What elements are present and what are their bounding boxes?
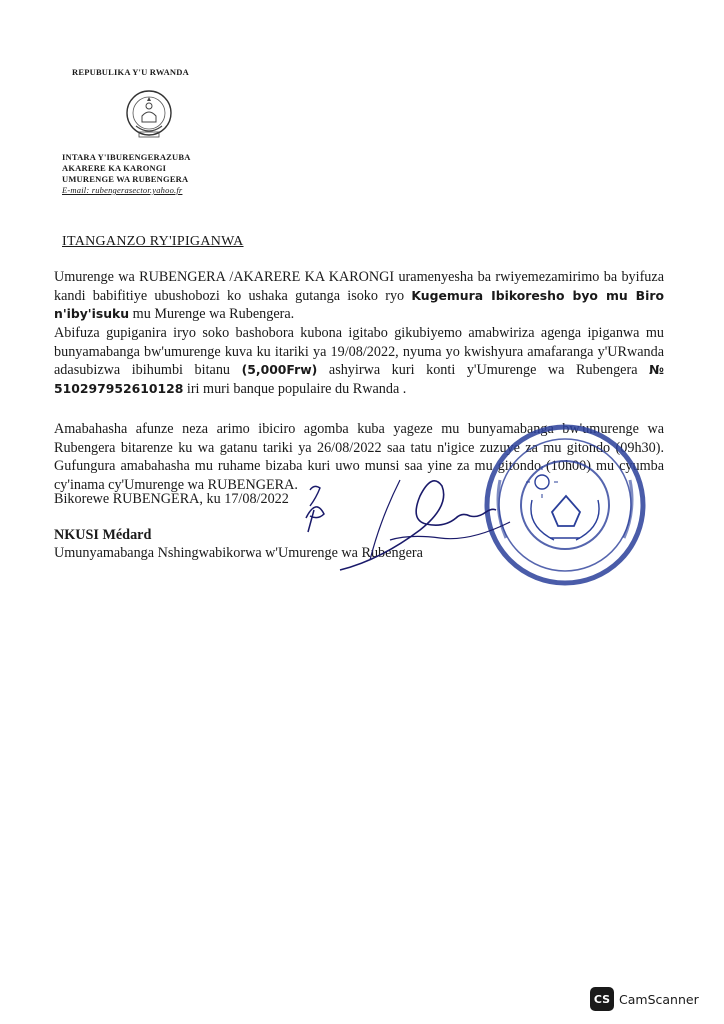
header-district: AKARERE KA KARONGI xyxy=(62,163,167,173)
document-title: ITANGANZO RY'IPIGANWA xyxy=(62,234,244,249)
header-sector: UMURENGE WA RUBENGERA xyxy=(62,174,189,184)
camscanner-badge: CS xyxy=(590,987,614,1011)
paragraph-2-text-c: iri muri banque populaire du Rwanda . xyxy=(183,380,407,397)
paragraph-1-text-a: Umurenge wa RUBENGERA /AKARERE KA KARONGI uramenyesha ba rwiyemezamirimo ba byifuza kandi babifitiye ubushobozi ko ushaka gutanga isoko ryo xyxy=(54,269,664,304)
signatory-role: Umunyamabanga Nshingwabikorwa w'Umurenge wa Rubengera xyxy=(54,545,423,561)
fee-amount: (5,000Frw) xyxy=(241,362,318,378)
header-block xyxy=(62,152,191,196)
camscanner-label: CamScanner xyxy=(619,991,699,1007)
paragraph-2-text-b: ashyirwa kuri konti y'Umurenge wa Rubengera xyxy=(317,362,650,379)
camscanner-watermark xyxy=(590,987,699,1011)
paragraph-deadline: Amabahasha afunze neza arimo ibiciro agomba kuba yageze mu bunyamabanga bw'umurenge wa Rubengera bitarenze ku wa gatanu tariki ya 26/08/2022 saa tatu n'igice zuzuye za mu gitondo (09h30). Gufungura amabahasha mu ruhame bizaba kuri uwo munsi saa yine za mu gitondo (10h00) mu cyumba cy'inama cy'Umurenge wa RUBENGERA. xyxy=(54,421,664,493)
handwritten-signature-icon xyxy=(300,470,520,580)
header-email: E-mail: rubengerasector.yahoo.fr xyxy=(62,185,183,195)
tender-subject: Kugemura Ibikoresho byo mu Biro n'iby'isuku xyxy=(54,287,664,322)
signatory-name: NKUSI Médard xyxy=(54,527,152,543)
paragraph-1-text-b: mu Murenge wa Rubengera. xyxy=(129,306,295,323)
header-republic: REPUBULIKA Y'U RWANDA xyxy=(72,67,189,77)
date-line: Bikorewe RUBENGERA, ku 17/08/2022 xyxy=(54,491,289,507)
header-province: INTARA Y'IBURENGERAZUBA xyxy=(62,152,191,162)
paragraph-announcement xyxy=(54,268,664,324)
paragraph-2-text-a: Abifuza gupiganira iryo soko bashobora kubona igitabo gikubiyemo amabwiriza agenga ipiganwa mu bunyamabanga bw'umurenge kuva ku itariki ya 19/08/2022, nyuma yo kwishyura amafaranga y'URwanda adasubizwa ibihumbi bitanu xyxy=(54,325,664,379)
paragraph-instructions xyxy=(54,324,664,398)
account-number: № 510297952610128 xyxy=(54,362,664,396)
rwanda-coat-of-arms-icon xyxy=(122,86,176,142)
